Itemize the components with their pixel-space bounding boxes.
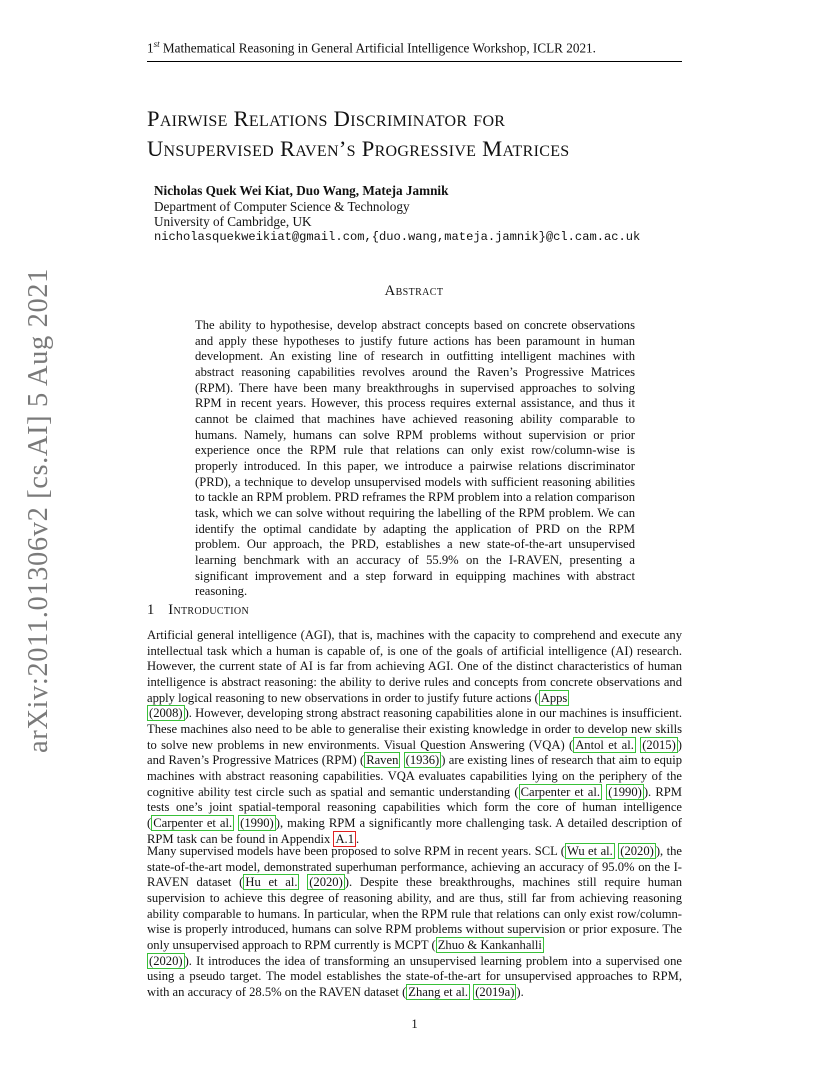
header-text: Mathematical Reasoning in General Artificial Intelligence Workshop, ICLR 2021.: [162, 40, 596, 56]
citation-link[interactable]: Carpenter et al.: [153, 815, 233, 830]
section-title: Introduction: [168, 602, 249, 618]
citation-link[interactable]: Zhang et al.: [408, 984, 469, 999]
citation-link[interactable]: Wu et al.: [566, 844, 613, 858]
appendix-ref-link[interactable]: A.1: [335, 831, 354, 846]
author-university: University of Cambridge, UK: [154, 214, 312, 230]
citation-link[interactable]: (2020): [149, 953, 183, 968]
title-line-1: Pairwise Relations Discriminator for: [147, 106, 506, 131]
text-run: ). However, developing strong abstract reasoning capabilities alone in our machines is insufficient. These machines also need to be able to generalise their existing knowledge in order to develop new skills to solve new problems in new environments. Visual Question Answering (VQA) (: [147, 706, 682, 752]
text-run: ). RPM tests one’s joint spatial-temporal reasoning capabilities which form the core of human intelligence (: [147, 784, 682, 830]
citation-link[interactable]: Carpenter et al.: [520, 784, 601, 799]
text-run: ), making RPM a significantly more challenging task. A detailed description of RPM task can be found in Appendix: [147, 815, 682, 846]
text-run: ) are existing lines of research that aim to equip machines with abstract reasoning capabilities. VQA evaluates capabilities lying on the periphery of the cognitive ability test circle such as spatial and semantic understanding (: [147, 753, 683, 799]
text-run: Many supervised models have been proposed to solve RPM in recent years. SCL (: [147, 844, 565, 858]
arxiv-stamp: arXiv:2011.01306v2 [cs.AI] 5 Aug 2021: [23, 267, 54, 753]
citation-link[interactable]: Apps: [540, 690, 568, 705]
citation-link[interactable]: (2019a): [475, 984, 515, 999]
citation-link[interactable]: (1990): [608, 784, 642, 799]
text-run: ). Despite these breakthroughs, machines still require human supervision to achieve this degree of reasoning ability, and are thus, still far from achieving reasoning ability comparable to humans. In particular, when the RPM rule that relations can only exist row/column-wise is properly introduced, humans can solve RPM problems without supervision or prior exposure. The only unsupervised approach to RPM currently is MCPT (: [147, 875, 683, 952]
citation-link[interactable]: (1936): [405, 753, 440, 768]
paper-title: [147, 104, 707, 164]
header-superscript: st: [153, 39, 160, 49]
abstract-heading: Abstract: [384, 283, 444, 299]
citation-link[interactable]: Zhuo & Kankanhalli: [437, 937, 542, 952]
intro-paragraph-2: [147, 844, 682, 1001]
text-run: ) and Raven’s Progressive Matrices (RPM) (: [147, 737, 682, 768]
text-run: ), the state-of-the-art model, demonstrated superhuman performance, achieving an accuracy of 95.0% on the I-RAVEN dataset (: [147, 844, 682, 890]
citation-link[interactable]: Hu et al.: [245, 875, 298, 890]
conference-header: [147, 36, 682, 62]
citation-link[interactable]: (2008): [149, 706, 183, 721]
page-number: 1: [411, 1017, 418, 1031]
text-run: ).: [516, 984, 524, 999]
citation-link[interactable]: (2015): [642, 737, 676, 752]
author-department: Department of Computer Science & Technology: [154, 198, 410, 214]
text-run: .: [356, 831, 360, 846]
author-names: Nicholas Quek Wei Kiat, Duo Wang, Mateja Jamnik: [154, 183, 449, 198]
section-heading-introduction: [147, 602, 249, 619]
title-line-2: Unsupervised Raven’s Progressive Matrices: [147, 136, 570, 161]
author-email: nicholasquekweikiat@gmail.com,{duo.wang,mateja.jamnik}@cl.cam.ac.uk: [154, 229, 641, 244]
intro-paragraph-1: [147, 628, 682, 847]
section-number: 1: [147, 602, 155, 618]
citation-link[interactable]: (2020): [309, 875, 343, 890]
citation-link[interactable]: Antol et al.: [575, 737, 634, 752]
citation-link[interactable]: Raven: [366, 753, 399, 768]
citation-link[interactable]: (2020): [620, 844, 654, 858]
author-block: [154, 183, 714, 245]
abstract-text: The ability to hypothesise, develop abstract concepts based on concrete observations and apply these hypotheses to justify future actions has been paramount in human development. An existing line of research in outfitting intelligent machines with abstract reasoning capabilities revolves around the Raven’s Progressive Matrices (RPM). There have been many breakthroughs in supervised approaches to solving RPM in recent years. However, this process requires external assistance, and thus it cannot be claimed that machines have achieved reasoning ability comparable to humans. Namely, humans can solve RPM problems without supervision or prior experience once the RPM rule that relations can only exist row/column-wise is properly introduced. In this paper, we introduce a pairwise relations discriminator (PRD), a technique to develop unsupervised models with sufficient reasoning abilities to tackle an RPM problem. PRD reframes the RPM problem into a relation comparison task, which we can solve without requiring the labelling of the RPM problem. We can identify the optimal candidate by adapting the application of PRD on the RPM problem. Our approach, the PRD, establishes a new state-of-the-art unsupervised learning benchmark with an accuracy of 55.9% on the I-RAVEN, presenting a significant improvement and a step forward in equipping machines with abstract reasoning.: [195, 318, 635, 599]
header-lead: 1: [147, 40, 154, 56]
text-run: Artificial general intelligence (AGI), that is, machines with the capacity to comprehend and execute any intellectual task which a human is capable of, is one of the goals of artificial intelligence (AI) research. However, the current state of AI is far from achieving AGI. One of the distinct characteristics of human intelligence is abstract reasoning: the ability to derive rules and concepts from concrete observations and apply logical reasoning to new observations in order to justify future actions (: [147, 628, 682, 705]
text-run: ). It introduces the idea of transforming an unsupervised learning problem into a supervised one using a pseudo target. The model establishes the state-of-the-art for unsupervised approaches to RPM, with an accuracy of 28.5% on the RAVEN dataset (: [147, 953, 682, 999]
citation-link[interactable]: (1990): [240, 815, 274, 830]
